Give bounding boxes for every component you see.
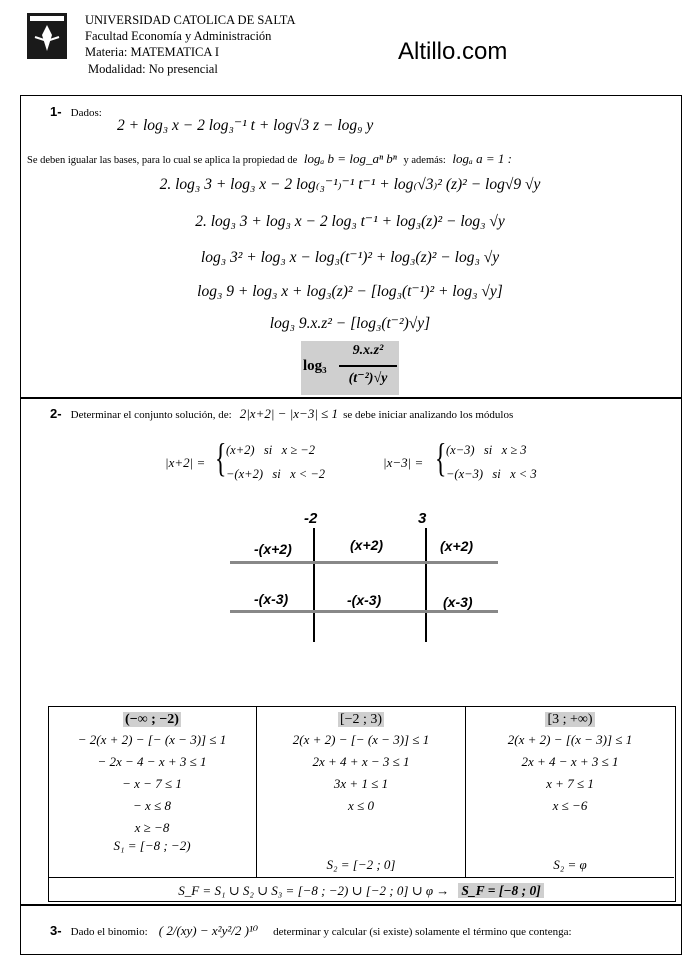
critical-point-2: 3 bbox=[418, 510, 427, 527]
exercise-label: Dados: bbox=[70, 107, 102, 119]
abs2-case-1: (x−3) si x ≥ 3 bbox=[446, 443, 527, 457]
interval-step: x + 7 ≤ 1 bbox=[546, 776, 594, 791]
exercise-3-text-a: Dado el binomio: bbox=[70, 926, 148, 938]
table-row-divider bbox=[48, 877, 674, 878]
interval-step: − x − 7 ≤ 1 bbox=[122, 776, 182, 791]
abs2-lhs: |x−3| = bbox=[383, 455, 424, 470]
university-logo bbox=[27, 13, 67, 59]
brand-watermark: Altillo.com bbox=[398, 38, 508, 65]
interval-solution: S₂ = φ bbox=[553, 857, 587, 872]
exercise-2-text-a: Determinar el conjunto solución, de: bbox=[70, 409, 232, 421]
interval-step: 2(x + 2) − [− (x − 3)] ≤ 1 bbox=[292, 732, 430, 747]
diagram-cell-r1c2: (x+2) bbox=[350, 537, 384, 553]
diagram-cell-r2c1: -(x-3) bbox=[254, 591, 289, 607]
diagram-row-line-2 bbox=[230, 610, 498, 613]
step-4: log₃ 9 + log₃ x + log₃(z)² − [log₃(t⁻¹)² + log₃ √y] bbox=[197, 283, 503, 300]
brace-icon: { bbox=[214, 435, 227, 480]
abs1-lhs: |x+2| = bbox=[165, 455, 206, 470]
result-denominator: (t⁻²)√y bbox=[348, 371, 388, 386]
final-result: S_F = [−8 ; 0] bbox=[458, 883, 543, 898]
interval-step: 2x + 4 + x − 3 ≤ 1 bbox=[312, 754, 410, 769]
step-2: 2. log₃ 3 + log₃ x − 2 log₃ t⁻¹ + log₃(z)² − log₃ √y bbox=[195, 213, 505, 230]
step-3: log₃ 3² + log₃ x − log₃(t⁻¹)² + log₃(z)² − log₃ √y bbox=[200, 249, 500, 266]
diagram-divider-1 bbox=[313, 528, 315, 642]
exercise-number: 2- bbox=[50, 406, 62, 421]
interval-step: − 2(x + 2) − [− (x − 3)] ≤ 1 bbox=[77, 732, 227, 747]
header-subject: Materia: MATEMATICA I bbox=[85, 45, 220, 59]
property-formula-1: logₐ b = log_aⁿ bⁿ bbox=[303, 151, 397, 166]
diagram-cell-r2c2: -(x-3) bbox=[347, 592, 382, 608]
interval-step: 3x + 1 ≤ 1 bbox=[333, 776, 389, 791]
binomial: ( 2/(xy) − x²y²/2 )¹⁰ bbox=[158, 923, 259, 938]
property-and: y además: bbox=[403, 155, 446, 166]
exercise-1-heading bbox=[50, 101, 102, 120]
final-union: S_F = S₁ ∪ S₂ ∪ S₃ = [−8 ; −2) ∪ [−2 ; 0] ∪ φ → bbox=[178, 883, 450, 898]
exercise-3-text-b: determinar y calcular (si existe) solamente el término que contenga: bbox=[273, 926, 572, 938]
inequality: 2|x+2| − |x−3| ≤ 1 bbox=[239, 406, 339, 421]
diagram-cell-r1c1: -(x+2) bbox=[254, 541, 292, 557]
abs1-case-1: (x+2) si x ≥ −2 bbox=[226, 443, 315, 457]
interval-column-2 bbox=[257, 708, 465, 814]
critical-point-1: -2 bbox=[304, 510, 318, 527]
exercise-2-heading bbox=[50, 403, 513, 422]
step-5: log₃ 9.x.z² − [log₃(t⁻²)√y] bbox=[269, 315, 431, 332]
abs2-case-2: −(x−3) si x < 3 bbox=[446, 467, 537, 481]
fraction-bar bbox=[339, 365, 397, 367]
interval-step: − 2x − 4 − x + 3 ≤ 1 bbox=[97, 754, 207, 769]
property-formula-2: logₐ a = 1 : bbox=[452, 151, 512, 166]
diagram-divider-2 bbox=[425, 528, 427, 642]
property-intro: Se deben igualar las bases, para lo cual se aplica la propiedad de bbox=[27, 155, 298, 166]
final-union-row bbox=[48, 880, 674, 899]
header-university: UNIVERSIDAD CATOLICA DE SALTA bbox=[85, 13, 296, 27]
header-modality: Modalidad: No presencial bbox=[88, 62, 218, 76]
interval-header: [3 ; +∞) bbox=[547, 712, 593, 727]
brace-icon: { bbox=[434, 435, 447, 480]
exercise-2-text-b: se debe iniciar analizando los módulos bbox=[343, 409, 514, 421]
interval-step: 2x + 4 − x + 3 ≤ 1 bbox=[521, 754, 619, 769]
exercise-3-heading bbox=[50, 920, 572, 939]
exercise-number: 3- bbox=[50, 923, 62, 938]
step-1: 2. log₃ 3 + log₃ x − 2 log₍₃⁻¹₎⁻¹ t⁻¹ + log₍√3₎² (z)² − log√9 √y bbox=[159, 176, 541, 193]
interval-column-3 bbox=[466, 708, 674, 814]
interval-step: x ≤ 0 bbox=[348, 798, 374, 813]
shield-icon bbox=[27, 13, 67, 59]
diagram-cell-r2c3: (x-3) bbox=[443, 594, 473, 610]
result-log: log₃ bbox=[303, 358, 327, 374]
result-numerator: 9.x.z² bbox=[352, 343, 384, 358]
interval-header: [−2 ; 3) bbox=[339, 712, 383, 727]
interval-step: x ≥ −8 bbox=[134, 820, 170, 835]
interval-solution: S₂ = [−2 ; 0] bbox=[326, 857, 396, 872]
abs1-case-2: −(x+2) si x < −2 bbox=[226, 467, 325, 481]
given-expression: 2 + log₃ x − 2 log₃⁻¹ t + log√3 z − log₉ y bbox=[117, 117, 374, 134]
interval-step: − x ≤ 8 bbox=[133, 798, 171, 813]
interval-header: (−∞ ; −2) bbox=[125, 712, 179, 727]
result-highlight bbox=[301, 341, 399, 395]
diagram-cell-r1c3: (x+2) bbox=[440, 538, 474, 554]
property-line bbox=[27, 151, 512, 167]
interval-step: x ≤ −6 bbox=[552, 798, 588, 813]
interval-step: 2(x + 2) − [(x − 3)] ≤ 1 bbox=[507, 732, 633, 747]
exercise-number: 1- bbox=[50, 104, 62, 119]
header-faculty: Facultad Economía y Administración bbox=[85, 29, 272, 43]
diagram-row-line-1 bbox=[230, 561, 498, 564]
interval-column-1 bbox=[48, 708, 256, 854]
interval-solution: S₁ = [−8 ; −2) bbox=[113, 838, 191, 853]
